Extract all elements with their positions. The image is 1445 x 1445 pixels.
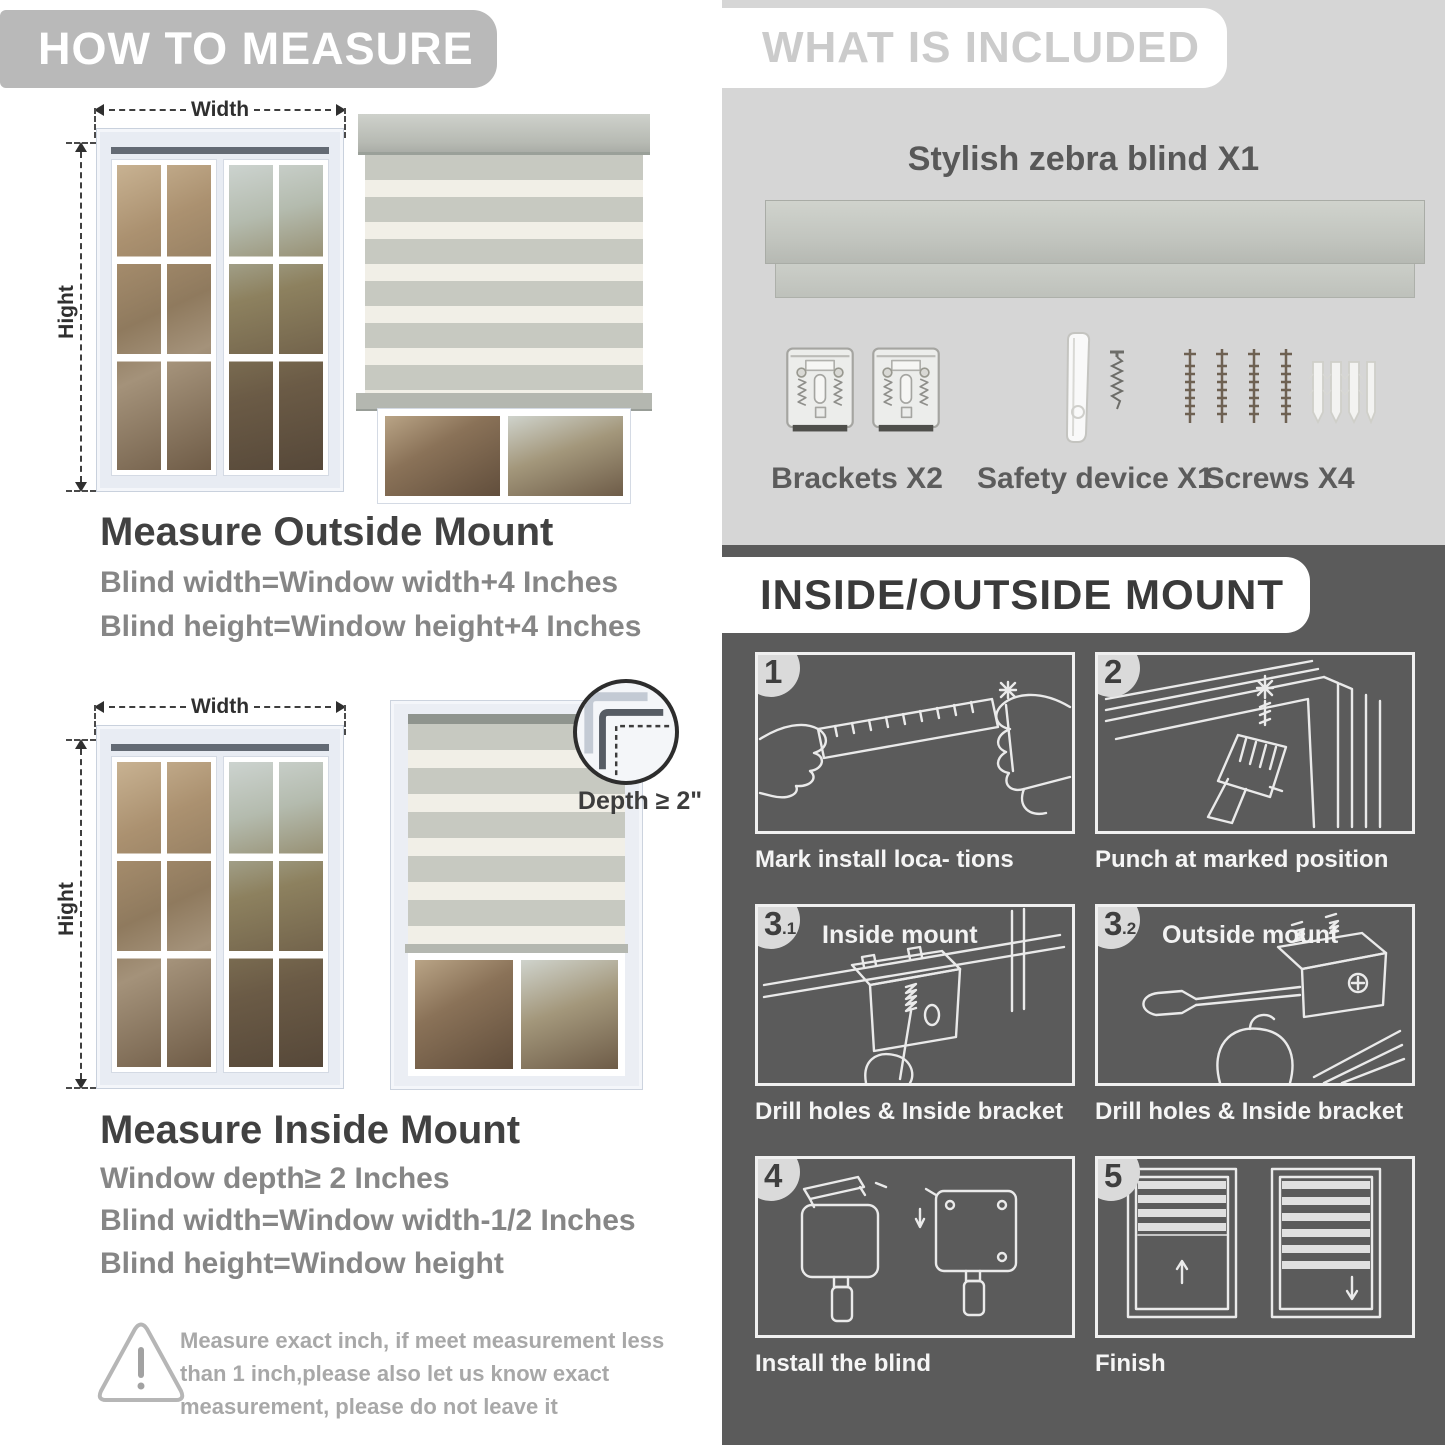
width-label: Width [190, 98, 250, 121]
step-number-badge: 2 [1095, 652, 1140, 697]
step-panel-3-1 [755, 904, 1075, 1086]
window-below-blind [408, 953, 625, 1076]
zebra-blind-rail-image [775, 264, 1415, 298]
what-is-included-section [722, 0, 1445, 545]
window-sash-left [112, 757, 217, 1072]
width-arrow [94, 695, 346, 718]
outside-mount-formula-width: Blind width=Window width+4 Inches [100, 566, 619, 599]
how-to-measure-header [0, 10, 497, 88]
step-caption-3-1: Drill holes & Inside bracket [755, 1098, 1064, 1125]
outside-mount-blind-figure [356, 112, 652, 506]
bracket-icon [870, 342, 942, 438]
step-panel-1 [755, 652, 1075, 834]
step-number-badge: 3 .2 [1095, 904, 1140, 949]
magnifier-icon [573, 679, 679, 785]
brackets-label: Brackets X2 [771, 462, 943, 495]
window-illustration [96, 725, 344, 1089]
safety-device-label: Safety device X1 [977, 462, 1214, 495]
what-is-included-title: WHAT IS INCLUDED [762, 23, 1201, 72]
step-number-badge: 5 [1095, 1156, 1140, 1201]
how-to-measure-title: HOW TO MEASURE [38, 23, 474, 74]
mount-steps-section [722, 545, 1445, 1445]
install-blind-illustration [758, 1159, 1072, 1335]
window-track [111, 744, 330, 751]
step-caption-2: Punch at marked position [1095, 846, 1389, 873]
drill-position-illustration [1098, 655, 1412, 831]
bracket-icon [784, 342, 856, 438]
step-caption-3-2: Drill holes & Inside bracket [1095, 1098, 1404, 1125]
inside-mount-depth-rule: Window depth≥ 2 Inches [100, 1162, 450, 1195]
inside-outside-mount-header [722, 557, 1310, 633]
product-label: Stylish zebra blind X1 [907, 140, 1260, 178]
screws-icon [1177, 346, 1377, 438]
outside-mount-window-figure [54, 98, 350, 496]
window-below-blind [378, 409, 630, 503]
mark-locations-illustration [758, 655, 1072, 831]
zebra-blind-cassette-image [765, 200, 1425, 264]
screws-label: Screws X4 [1204, 462, 1355, 495]
window-illustration [96, 128, 344, 492]
blind-cassette [358, 114, 650, 155]
outside-mount-step-title: Outside mount [1162, 921, 1339, 949]
warning-triangle-icon [95, 1320, 187, 1406]
inside-mount-formula-width: Blind width=Window width-1/2 Inches [100, 1204, 636, 1237]
step-panel-4 [755, 1156, 1075, 1338]
height-label: Hight [54, 882, 78, 936]
step-panel-3-2 [1095, 904, 1415, 1086]
safety-device-icon [1030, 330, 1140, 450]
inside-outside-mount-title: INSIDE/OUTSIDE MOUNT [760, 571, 1285, 618]
brackets-image [784, 342, 954, 438]
step-caption-5: Finish [1095, 1350, 1166, 1377]
width-label: Width [190, 695, 250, 718]
outside-mount-formula-height: Blind height=Window height+4 Inches [100, 610, 642, 643]
step-number-badge: 1 [755, 652, 800, 697]
step-number-badge: 4 [755, 1156, 800, 1201]
inside-mount-window-figure [54, 695, 350, 1093]
height-label: Hight [54, 285, 78, 339]
window-track [111, 147, 330, 154]
step-caption-4: Install the blind [755, 1350, 932, 1377]
width-arrow [94, 98, 346, 121]
inside-mount-step-title: Inside mount [822, 921, 978, 949]
depth-requirement-label: Depth ≥ 2" [577, 787, 703, 815]
blind-bottom-rail [405, 944, 628, 953]
finish-illustration [1098, 1159, 1412, 1335]
window-sash-right [224, 160, 329, 475]
outside-mount-title: Measure Outside Mount [100, 510, 554, 554]
step-number-badge: 3 .1 [755, 904, 800, 949]
step-panel-5 [1095, 1156, 1415, 1338]
what-is-included-header [722, 8, 1227, 88]
zebra-blind-stripes [365, 155, 643, 393]
inside-mount-title: Measure Inside Mount [100, 1108, 521, 1152]
step-caption-1: Mark install loca- tions [755, 846, 1014, 873]
inside-mount-formula-height: Blind height=Window height [100, 1247, 504, 1280]
window-sash-right [224, 757, 329, 1072]
measurement-warning-text: Measure exact inch, if meet measurement less than 1 inch,please also let us know exact measurement, please do not leave it [180, 1328, 665, 1419]
step-panel-2 [1095, 652, 1415, 834]
window-sash-left [112, 160, 217, 475]
